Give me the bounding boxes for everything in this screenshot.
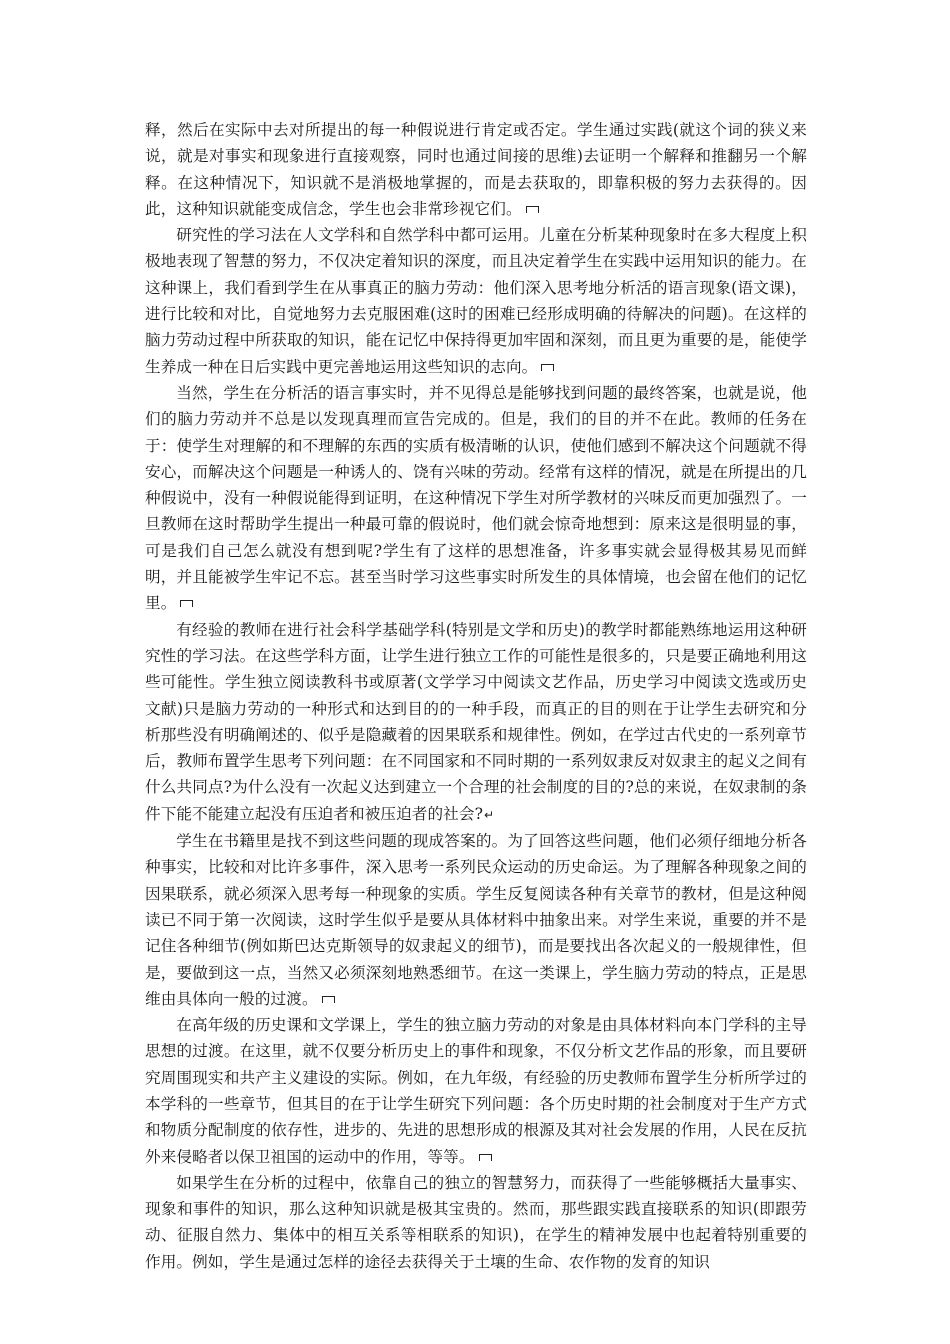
paragraph-text: 在高年级的历史课和文学课上，学生的独立脑力劳动的对象是由具体材料向本门学科的主导思想的过渡。在这里，就不仅要分析历史上的事件和现象，不仅分析文艺作品的形象，而且要研究周围现实和共产主义建设的实际。例如，在九年级，有经验的历史教师布置学生分析所学过的本学科的一些章节，但其目的在于让学生研究下列问题：各个历史时期的社会制度对于生产方式和物质分配制度的依存性，进步的、先进的思想形成的根源及其对社会发展的作用，人民在反抗外来侵略者以保卫祖国的运动中的作用，等等。 (145, 1016, 807, 1166)
paragraph-6 (145, 1012, 807, 1170)
paragraph-3 (145, 380, 807, 617)
line-break-icon: ↵ (484, 807, 495, 822)
paragraph-1 (145, 117, 807, 222)
document-body (145, 117, 807, 1275)
paragraph-7 (145, 1170, 807, 1275)
paragraph-mark-icon (180, 600, 193, 607)
paragraph-mark-icon (322, 996, 335, 1003)
paragraph-text: 研究性的学习法在人文学科和自然学科中都可运用。儿童在分析某种现象时在多大程度上积极地表现了智慧的努力，不仅决定着知识的深度，而且决定着学生在实践中运用知识的能力。在这种课上，我们看到学生在从事真正的脑力劳动：他们深入思考地分析活的语言现象(语文课)，进行比较和对比，自觉地努力去克服困难(这时的困难已经形成明确的待解决的问题)。在这样的脑力劳动过程中所获取的知识，能在记忆中保持得更加牢固和深刻，而且更为重要的是，能使学生养成一种在日后实践中更完善地运用这些知识的志向。 (145, 226, 807, 376)
paragraph-mark-icon (526, 206, 539, 213)
paragraph-text: 有经验的教师在进行社会科学基础学科(特别是文学和历史)的教学时都能熟练地运用这种研究性的学习法。在这些学科方面，让学生进行独立工作的可能性是很多的，只是要正确地利用这些可能性。学生独立阅读教科书或原著(文学学习中阅读文艺作品，历史学习中阅读文选或历史文献)只是脑力劳动的一种形式和达到目的的一种手段，而真正的目的则在于让学生去研究和分析那些没有明确阐述的、似乎是隐藏着的因果联系和规律性。例如，在学过古代史的一系列章节后，教师布置学生思考下列问题：在不同国家和不同时期的一系列奴隶反对奴隶主的起义之间有什么共同点?为什么没有一次起义达到建立一个合理的社会制度的目的?总的来说，在奴隶制的条件下能不能建立起没有压迫者和被压迫者的社会? (145, 620, 807, 823)
paragraph-text: 释，然后在实际中去对所提出的每一种假说进行肯定或否定。学生通过实践(就这个词的狭义来说，就是对事实和现象进行直接观察，同时也通过间接的思维)去证明一个解释和推翻另一个解释。在这种情况下，知识就不是消极地掌握的，而是去获取的，即靠积极的努力去获得的。因此，这种知识就能变成信念，学生也会非常珍视它们。 (145, 121, 807, 218)
paragraph-text: 如果学生在分析的过程中，依靠自己的独立的智慧努力，而获得了一些能够概括大量事实、现象和事件的知识，那么这种知识就是极其宝贵的。然而，那些跟实践直接联系的知识(即跟劳动、征服自然力、集体中的相互关系等相联系的知识)，在学生的精神发展中也起着特别重要的作用。例如，学生是通过怎样的途径去获得关于土壤的生命、农作物的发育的知识 (145, 1173, 807, 1271)
paragraph-mark-icon (541, 364, 554, 371)
paragraph-5 (145, 828, 807, 1012)
paragraph-text: 当然，学生在分析活的语言事实时，并不见得总是能够找到问题的最终答案，也就是说，他们的脑力劳动并不总是以发现真理而宣告完成的。但是，我们的目的并不在此。教师的任务在于：使学生对理解的和不理解的东西的实质有极清晰的认识，使他们感到不解决这个问题就不得安心，而解决这个问题是一种诱人的、饶有兴味的劳动。经常有这样的情况，就是在所提出的几种假说中，没有一种假说能得到证明，在这种情况下学生对所学教材的兴味反而更加强烈了。一旦教师在这时帮助学生提出一种最可靠的假说时，他们就会惊奇地想到：原来这是很明显的事，可是我们自己怎么就没有想到呢?学生有了这样的思想准备，许多事实就会显得极其易见而鲜明，并且能被学生牢记不忘。甚至当时学习这些事实时所发生的具体情境，也会留在他们的记忆里。 (145, 383, 807, 613)
paragraph-2 (145, 222, 807, 380)
paragraph-4 (145, 617, 807, 828)
paragraph-text: 学生在书籍里是找不到这些问题的现成答案的。为了回答这些问题，他们必须仔细地分析各种事实，比较和对比许多事件，深入思考一系列民众运动的历史命运。为了理解各种现象之间的因果联系，就必须深入思考每一种现象的实质。学生反复阅读各种有关章节的教材，但是这种阅读已不同于第一次阅读，这时学生似乎是要从具体材料中抽象出来。对学生来说，重要的并不是记住各种细节(例如斯巴达克斯领导的奴隶起义的细节)，而是要找出各次起义的一般规律性，但是，要做到这一点，当然又必须深刻地熟悉细节。在这一类课上，学生脑力劳动的特点，正是思维由具体向一般的过渡。 (145, 832, 807, 1008)
paragraph-mark-icon (479, 1154, 492, 1161)
